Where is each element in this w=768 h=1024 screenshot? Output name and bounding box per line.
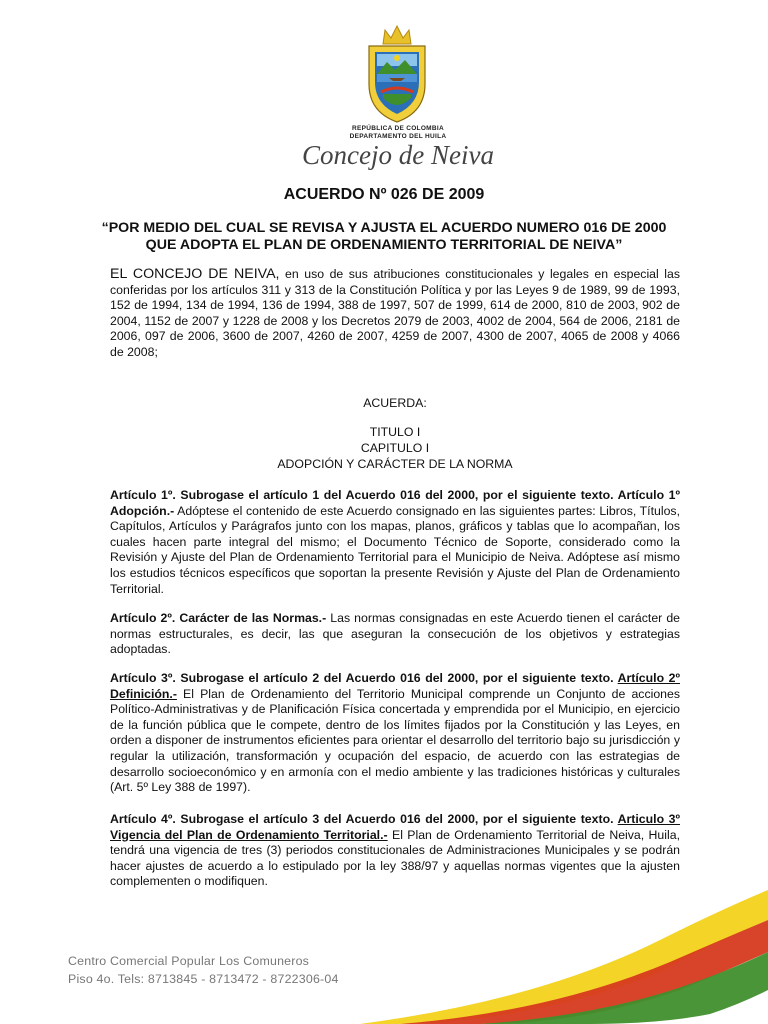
- article-3-heading: Artículo 3º. Subrogase el artículo 2 del Acuerdo 016 del 2000, por el siguiente texto.: [110, 671, 618, 685]
- article-2-text: Las normas consignadas en este Acuerdo tienen el carácter de normas estructurales, es decir, las que aseguran la consecución de los objetivos y estrategias adoptadas.: [110, 611, 680, 657]
- institution-name: Concejo de Neiva: [302, 140, 494, 170]
- department-line: DEPARTAMENTO DEL HUILA: [349, 133, 447, 140]
- footer-address: Centro Comercial Popular Los Comuneros: [68, 954, 310, 968]
- article-4-text: El Plan de Ordenamiento Territorial de Neiva, Huila, tendrá una vigencia de tres (3) periodos constitucionales de Administraciones Municipales y se podrán hacer ajustes de acuerdo a lo estipulado por la ley 388/97 y aquellas normas vigentes que la ajusten complementen o modifiquen.: [110, 827, 680, 889]
- preamble-lead: EL CONCEJO DE NEIVA,: [110, 266, 280, 282]
- article-4: [110, 812, 680, 890]
- coat-of-arms-icon: [361, 24, 433, 124]
- article-2-heading: Artículo 2º. Carácter de las Normas.-: [110, 611, 327, 625]
- article-4-heading: Artículo 4º. Subrogase el artículo 3 del Acuerdo 016 del 2000, por el siguiente texto.: [110, 812, 618, 826]
- acuerda-heading: ACUERDA:: [363, 396, 427, 410]
- article-3: [110, 671, 680, 796]
- article-1: [110, 488, 680, 597]
- article-3-heading-underlined: Artículo 2º Definición.-: [110, 671, 680, 701]
- titulo-heading: TITULO I: [369, 425, 421, 439]
- preamble-text: en uso de sus atribuciones constitucionales y legales en especial las conferidas por los artículos 311 y 313 de la Constitución Política y por las Leyes 9 de 1989, 99 de 1993, 152 de 1994, 134 de 1994, 136 de 1994, 388 de 1997, 507 de 1999, 614 de 2000, 810 de 2003, 902 de 2004, 1152 de 2007 y 1228 de 2008 y los Decretos 2079 de 2003, 4002 de 2004, 564 de 2006, 2181 de 2006, 097 de 2006, 3600 de 2007, 4260 de 2007, 4259 de 2007, 4300 de 2007, 4065 de 2008 y 4066 de 2008;: [110, 267, 680, 359]
- article-3-text: El Plan de Ordenamiento del Territorio Municipal comprende un Conjunto de acciones Político-Administrativas y de Planificación Física concertada y emprendida por el Municipio, en ejercicio de la función pública que le compete, dentro de los límites fijados por la Constitución y las Leyes, en orden a disponer de instrumentos eficientes para orientar el desarrollo del territorio bajo su jurisdicción y regular la utilización, transformación y ocupación del espacio, de acuerdo con las estrategias de desarrollo socioeconómico y en armonía con el medio ambiente y las tradiciones históricas y culturales (Art. 5º Ley 388 de 1997).: [110, 686, 680, 795]
- article-4-heading-underlined: Articulo 3º Vigencia del Plan de Ordenamiento Territorial.-: [110, 812, 680, 842]
- republic-line: REPÚBLICA DE COLOMBIA: [351, 125, 444, 132]
- capitulo-name: ADOPCIÓN Y CARÁCTER DE LA NORMA: [277, 457, 513, 471]
- article-1-heading: Artículo 1º. Subrogase el artículo 1 del Acuerdo 016 del 2000, por el siguiente texto. Artículo 1º Adopción.-: [110, 488, 680, 518]
- preamble: [110, 267, 680, 361]
- document-title: ACUERDO Nº 026 DE 2009: [283, 186, 485, 203]
- article-2: [110, 611, 680, 658]
- footer-phones: Piso 4o. Tels: 8713845 - 8713472 - 8722306-04: [68, 972, 339, 986]
- capitulo-heading: CAPITULO I: [360, 441, 430, 455]
- article-1-text: Adóptese el contenido de este Acuerdo consignado en las siguientes partes: Libros, Títulos, Capítulos, Artículos y Parágrafos junto con los mapas, planos, gráficos y tablas que lo acompañan, los cuales hacen parte integral del mismo; el Documento Técnico de Soporte, considerado como la Revisión y Ajuste del Plan de Ordenamiento Territorial para el Municipio de Neiva. Adóptese así mismo los estudios técnicos específicos que soportan la presente Revisión y Ajuste del Plan de Ordenamiento Territorial.: [110, 503, 680, 596]
- document-subtitle: “POR MEDIO DEL CUAL SE REVISA Y AJUSTA EL ACUERDO NUMERO 016 DE 2000 QUE ADOPTA EL PLAN DE ORDENAMIENTO TERRITORIAL DE NEIVA”: [101, 220, 667, 253]
- flag-ribbon-icon: [360, 880, 768, 1024]
